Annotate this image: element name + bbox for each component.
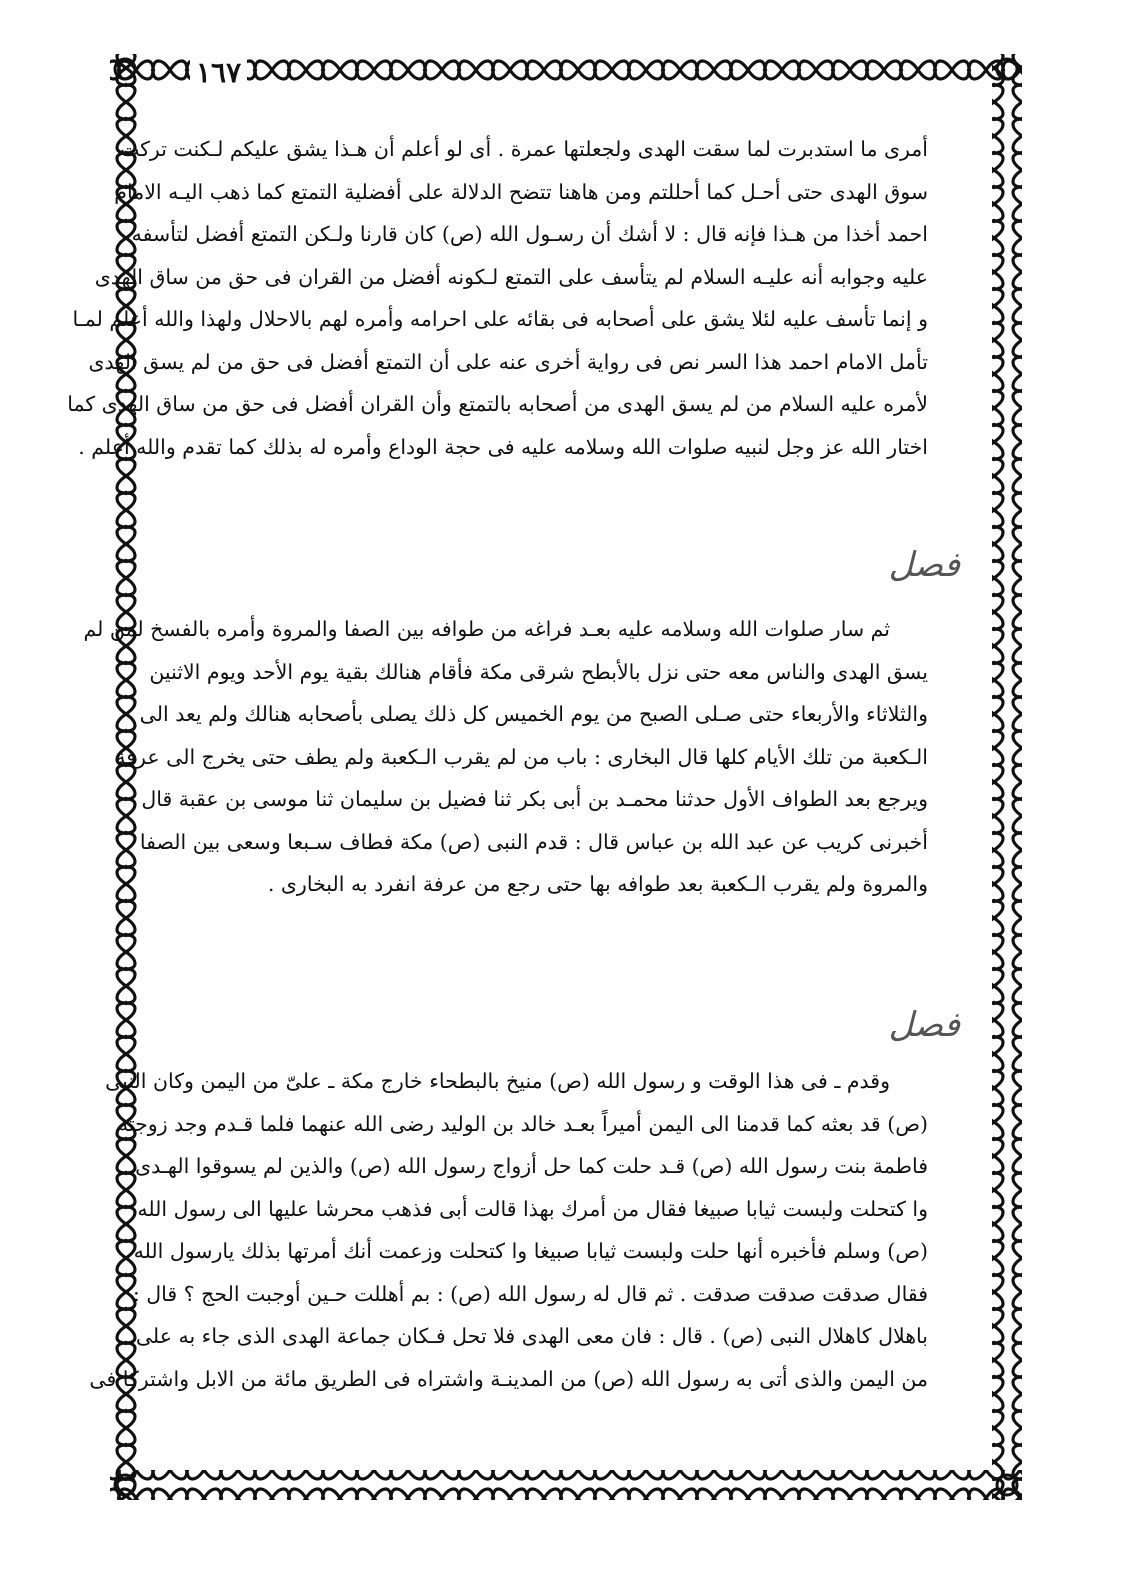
text-line: وا كتحلت ولبست ثيابا صبيغا فقال من أمرك بهذا قالت أبى فذهب محرشا عليها الى رسول الله — [137, 1196, 928, 1221]
text-line: احمد أخذا من هـذا فإنه قال : لا أشك أن رسـول الله (ص) كان قارنا ولـكن التمتع أفضل لتأسفه — [131, 222, 928, 246]
text-line: باهلال كاهلال النبى (ص) . قال : فان معى الهدى فلا تحل فـكان جماعة الهدى الذى جاء به على — [135, 1324, 928, 1348]
text-line: وقدم ـ فى هذا الوقت و رسول الله (ص) منيخ بالبطحاء خارج مكة ـ علىّ من اليمن وكان النبى — [105, 1069, 890, 1093]
text-line: يسق الهدى والناس معه حتى نزل بالأبطح شرقى مكة فأقام هنالك بقية يوم الأحد ويوم الاثنين — [149, 659, 928, 684]
text-line: (ص) وسلم فأخبره أنها حلت ولبست ثيابا صبيغا وا كتحلت وزعمت أنك أمرتها بذلك يارسول الله — [133, 1239, 928, 1263]
page-number: ١٦٧ — [190, 56, 247, 89]
text-line: والمروة ولم يقرب الـكعبة بعد طوافه بها حتى رجع من عرفة انفرد به البخارى . — [267, 872, 928, 896]
text-line: لأمره عليه السلام من لم يسق الهدى من أصحابه بالتمتع وأن القران أفضل فى حق من ساق الهدى كما — [67, 392, 928, 416]
section-heading: فصل — [888, 1005, 960, 1045]
text-line: ثم سار صلوات الله وسلامه عليه بعـد فراغه من طوافه بين الصفا والمروة وأمره بالفسخ لمن لم — [83, 617, 890, 641]
text-line: والثلاثاء والأربعاء حتى صـلى الصبح من يوم الخميس كل ذلك يصلى بأصحابه هنالك ولم يعد الى — [139, 702, 928, 726]
text-line: (ص) قد بعثه كما قدمنا الى اليمن أميراً بعـد خالد بن الوليد رضى الله عنهما فلما قـدم وجد زوجته — [117, 1111, 928, 1136]
text-line: أخبرنى كريب عن عبد الله بن عباس قال : قدم النبى (ص) مكة فطاف سـبعا وسعى بين الصفا — [139, 829, 928, 854]
text-line: سوق الهدى حتى أحـل كما أحللتم ومن هاهنا تتضح الدلالة على أفضلية التمتع كما ذهب اليـه الامام — [114, 179, 928, 204]
text-line: الـكعبة من تلك الأيام كلها قال البخارى : باب من لم يقرب الـكعبة ولم يطف حتى يخرج الى عرفة — [115, 744, 928, 769]
text-line: و إنما تأسف عليه لئلا يشق على أصحابه فى بقائه على احرامه وأمره لهم بالاحلال ولهذا والله أعلم لمـا — [72, 307, 928, 331]
paragraph-2 — [83, 608, 928, 906]
text-line: فقال صدقت صدقت صدقت . ثم قال له رسول الله (ص) : بم أهللت حـين أوجبت الحج ؟ قال : — [132, 1281, 928, 1306]
paragraph-1 — [67, 128, 928, 468]
text-line: من اليمن والذى أتى به رسول الله (ص) من المدينـة واشتراه فى الطريق مائة من الابل واشتركا فى — [89, 1366, 928, 1391]
section-heading: فصل — [888, 545, 960, 585]
paragraph-3 — [89, 1060, 928, 1400]
text-line: اختار الله عز وجل لنبيه صلوات الله وسلامه عليه فى حجة الوداع وأمره له بذلك كما تقدم والله أعلم . — [78, 434, 928, 459]
text-line: عليه وجوابه أنه عليـه السلام لم يتأسف على التمتع لـكونه أفضل من القران فى حق من ساق الهدى — [94, 264, 928, 289]
text-line: أمرى ما استدبرت لما سقت الهدى ولجعلتها عمرة . أى لو أعلم أن هـذا يشق عليكم لـكنت تركت — [120, 137, 928, 161]
text-line: ويرجع بعد الطواف الأول حدثنا محمـد بن أبى بكر ثنا فضيل بن سليمان ثنا موسى بن عقبة قال — [141, 787, 928, 811]
text-line: فاطمة بنت رسول الله (ص) قـد حلت كما حل أزواج رسول الله (ص) والذين لم يسوقوا الهـدى — [135, 1154, 928, 1178]
text-line: تأمل الامام احمد هذا السر نص فى رواية أخرى عنه على أن التمتع أفضل فى حق من لم يسق الهدى — [88, 349, 928, 374]
